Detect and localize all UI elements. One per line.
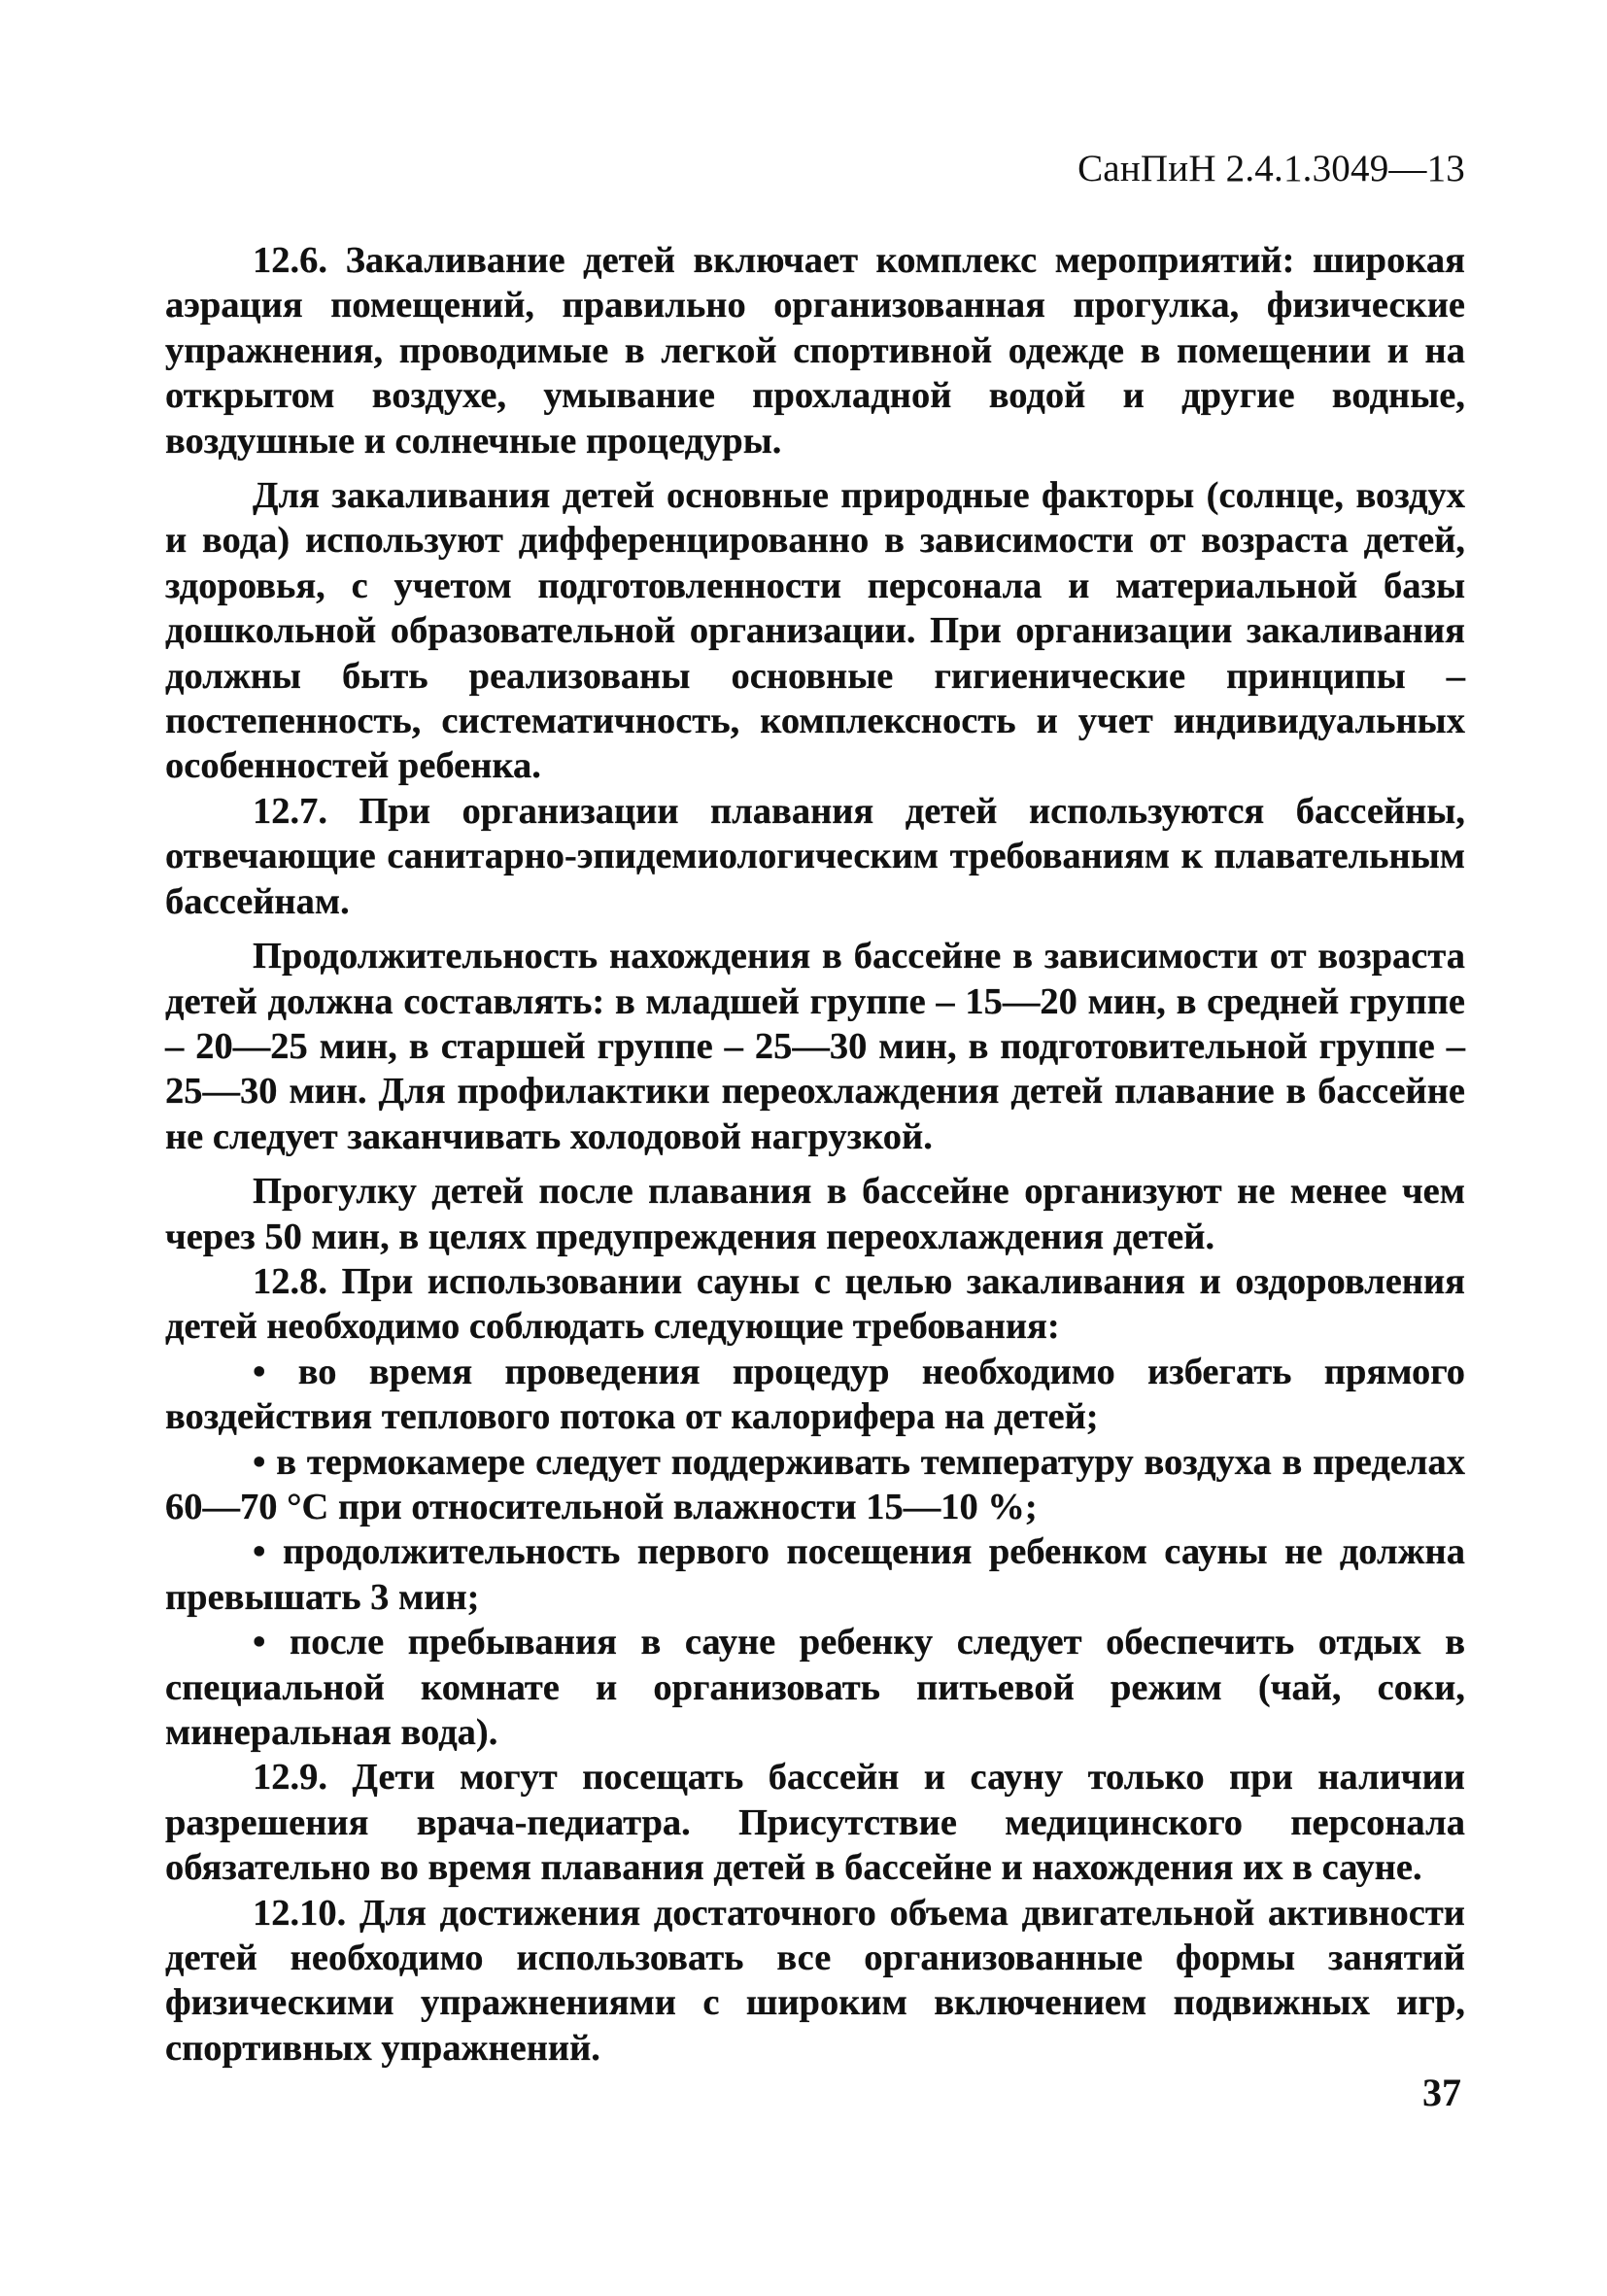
body-text — [165, 238, 1465, 2071]
paragraph-walk-after-swimming: Прогулку детей после плавания в бассейне организуют не менее чем через 50 мин, в целях предупреждения переохлаждения детей. — [165, 1171, 1465, 1257]
bullet-item-rest: • после пребывания в сауне ребенку следует обеспечить отдых в специальной комнате и организовать питьевой режим (чай, соки, минеральная вода). — [165, 1622, 1465, 1753]
paragraph-12-7: 12.7. При организации плавания детей используются бассейны, отвечающие санитарно-эпидемиологическим требованиям к плавательным бассейнам. — [165, 790, 1465, 922]
paragraph-12-6: 12.6. Закаливание детей включает комплекс мероприятий: широкая аэрация помещений, правильно организованная прогулка, физические упражнения, проводимые в легкой спортивной одежде в помещении и на открытом воздухе, умывание прохладной водой и другие водные, воздушные и солнечные процедуры. — [165, 240, 1465, 462]
paragraph-12-10: 12.10. Для достижения достаточного объема двигательной активности детей необходимо использовать все организованные формы занятий физическими упражнениями с широким включением подвижных игр, спортивных упражнений. — [165, 1892, 1465, 2069]
bullet-item-first-visit: • продолжительность первого посещения ребенком сауны не должна превышать 3 мин; — [165, 1531, 1465, 1618]
paragraph-hardening-factors: Для закаливания детей основные природные факторы (солнце, воздух и вода) используют дифференцированно в зависимости от возраста детей, здоровья, с учетом подготовленности персонала и материальной базы дошкольной образовательной организации. При организации закаливания должны быть реализованы основные гигиенические принципы – постепенность, систематичность, комплексность и учет индивидуальных особенностей ребенка. — [165, 475, 1465, 787]
paragraph-12-9: 12.9. Дети могут посещать бассейн и сауну только при наличии разрешения врача-педиатра. Присутствие медицинского персонала обязательно во время плавания детей в бассейне и нахождения их в сауне. — [165, 1757, 1465, 1889]
page-number: 37 — [1422, 2071, 1461, 2114]
document-code: СанПиН 2.4.1.3049—13 — [1077, 148, 1465, 189]
bullet-item-temperature: • в термокамере следует поддерживать температуру воздуха в пределах 60—70 °С при относительной влажности 15—10 %; — [165, 1441, 1465, 1527]
bullet-item-heat-flow: • во время проведения процедур необходимо избегать прямого воздействия теплового потока от калорифера на детей; — [165, 1351, 1465, 1438]
paragraph-pool-duration: Продолжительность нахождения в бассейне в зависимости от возраста детей должна составлять: в младшей группе – 15—20 мин, в средней группе – 20—25 мин, в старшей группе – 25—30 мин, в подготовительной группе – 25—30 мин. Для профилактики переохлаждения детей плавание в бассейне не следует заканчивать холодовой нагрузкой. — [165, 936, 1465, 1157]
paragraph-12-8: 12.8. При использовании сауны с целью закаливания и оздоровления детей необходимо соблюдать следующие требования: — [165, 1260, 1465, 1348]
